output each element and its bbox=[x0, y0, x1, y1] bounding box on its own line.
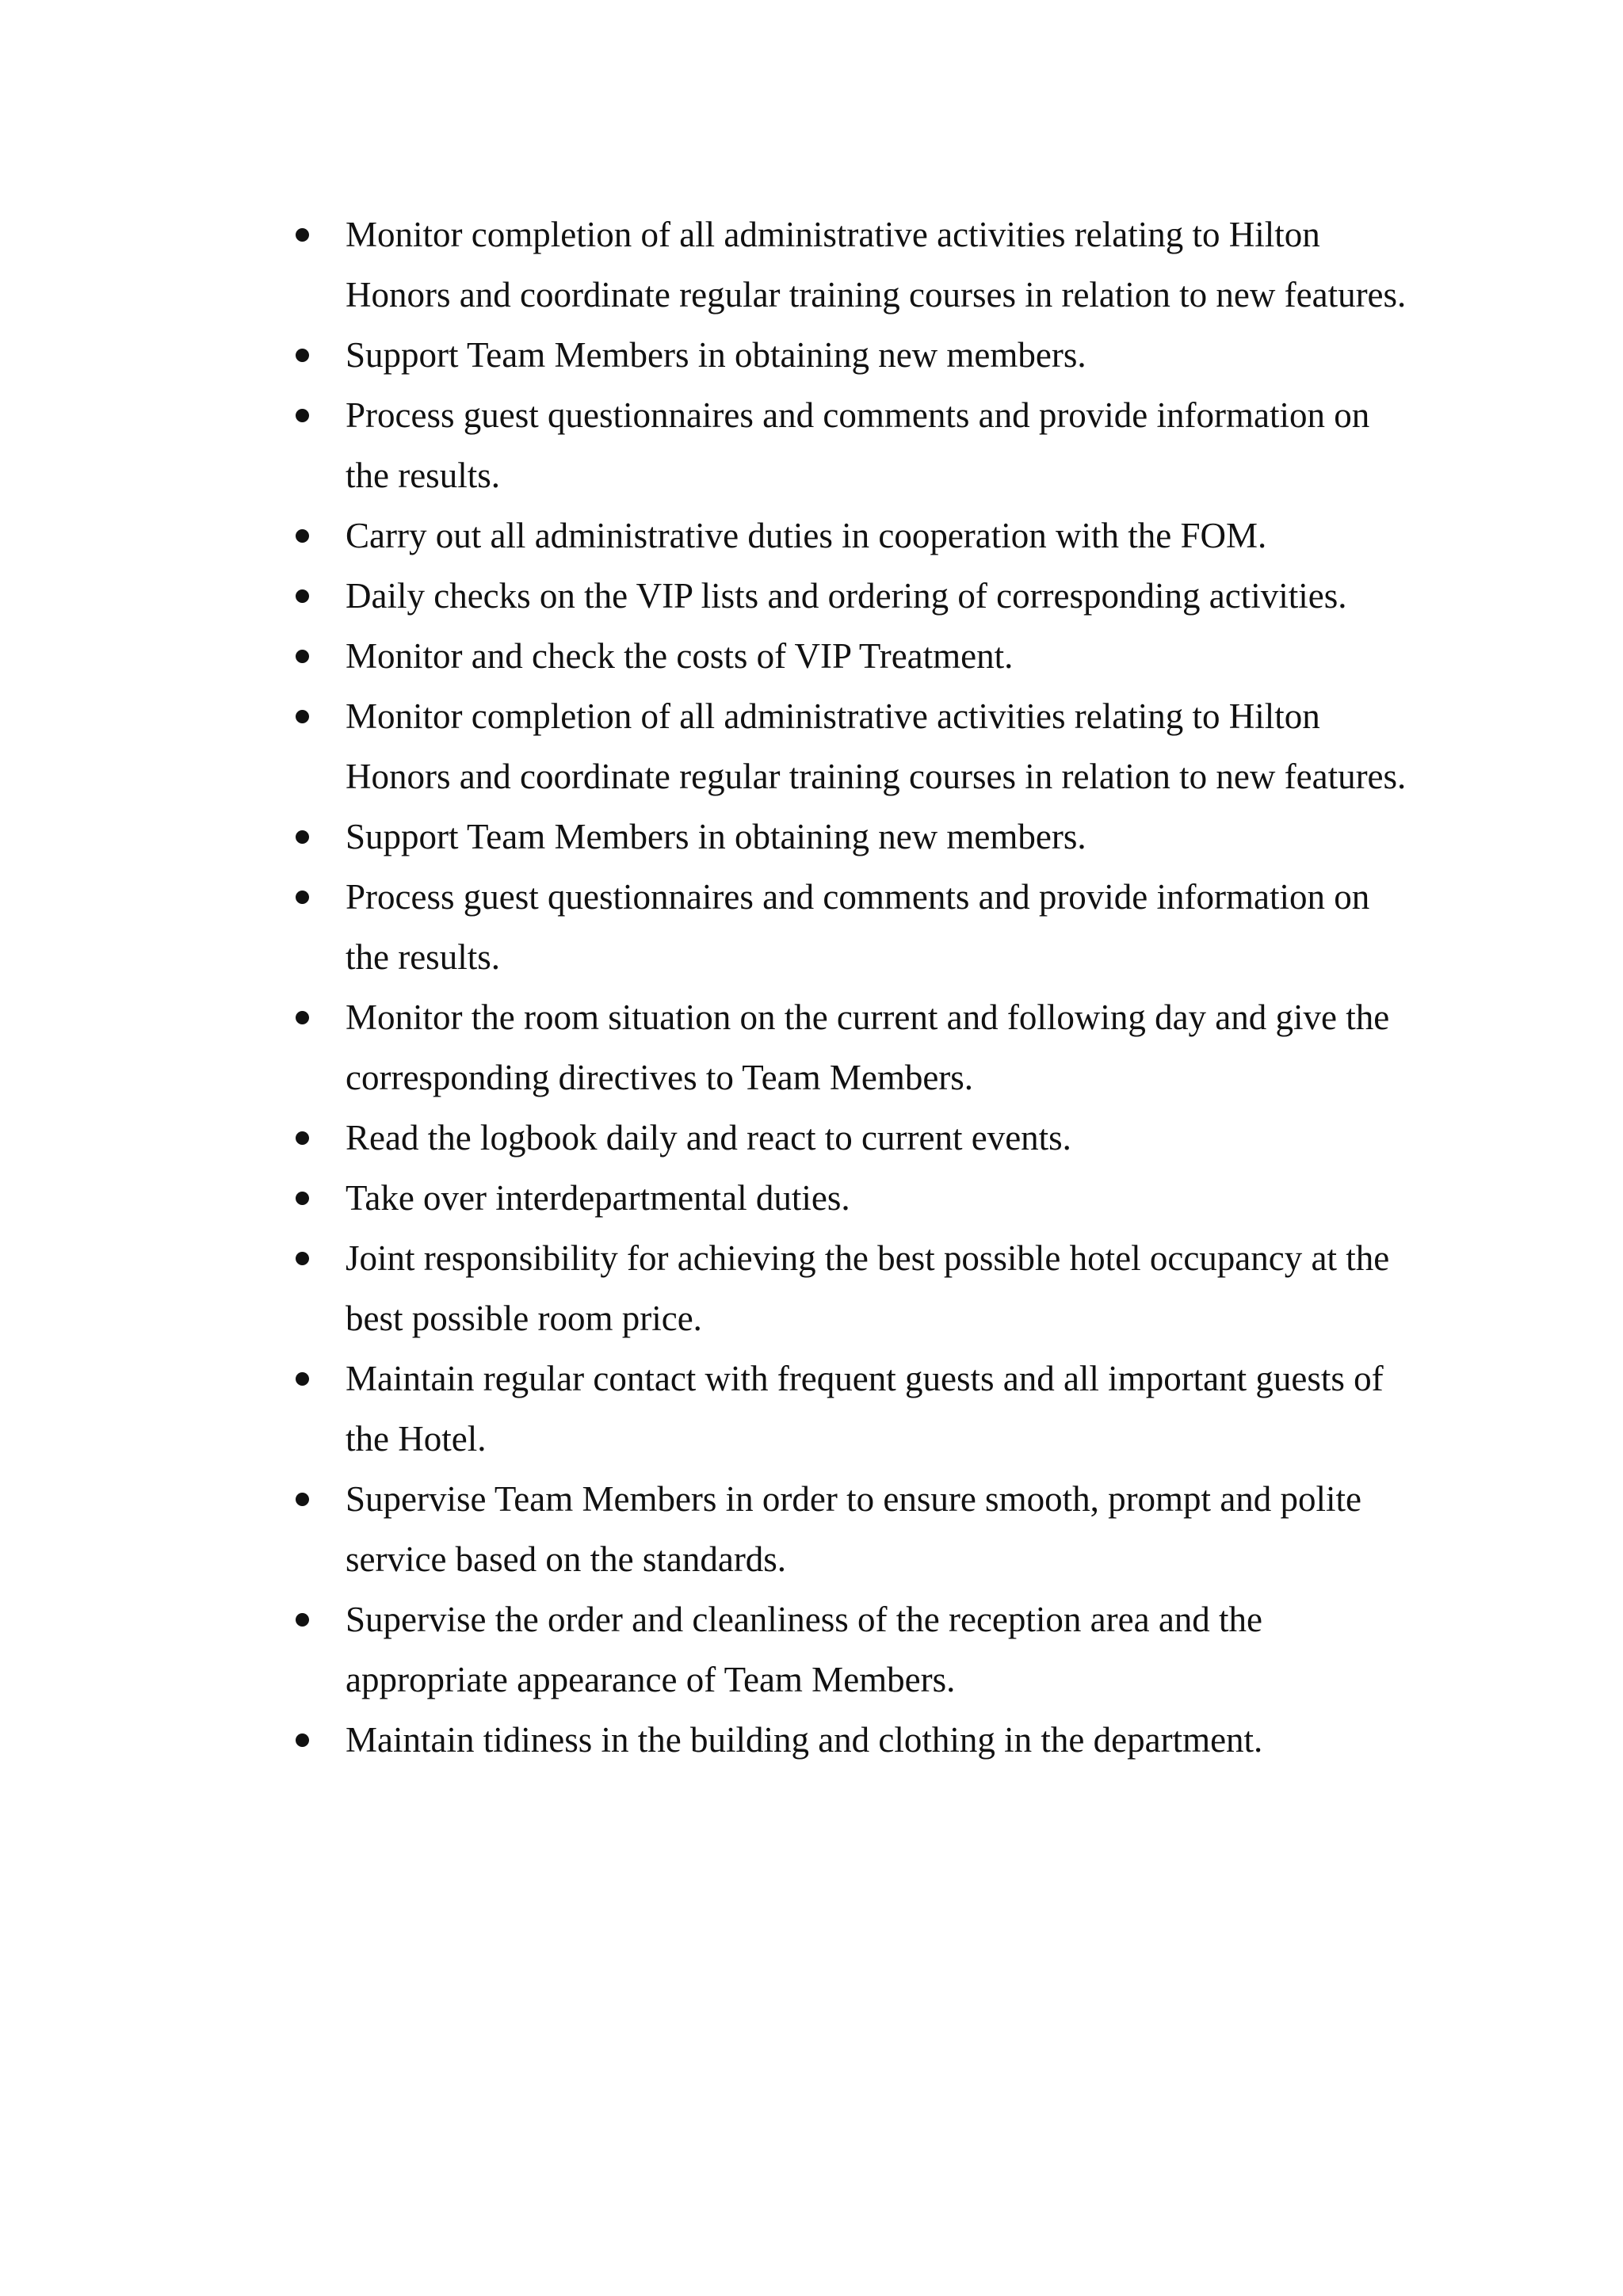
bullet-item bbox=[288, 325, 1414, 385]
bullet-item bbox=[288, 1108, 1414, 1168]
bullet-item bbox=[288, 807, 1414, 867]
bullet-text: Take over interdepartmental duties. bbox=[346, 1178, 850, 1218]
bullet-text: Maintain tidiness in the building and clothing in the department. bbox=[346, 1720, 1263, 1760]
bullet-dot-icon bbox=[296, 1372, 309, 1386]
bullet-dot-icon bbox=[296, 1011, 309, 1024]
bullet-text: Monitor and check the costs of VIP Treatment. bbox=[346, 636, 1014, 676]
bullet-text: Process guest questionnaires and comments and provide information on the results. bbox=[346, 877, 1370, 977]
bullet-text: Monitor completion of all administrative activities relating to Hilton Honors and coordinate regular training courses in relation to new features. bbox=[346, 696, 1407, 796]
bullet-item bbox=[288, 987, 1414, 1108]
bullet-dot-icon bbox=[296, 1733, 309, 1747]
bullet-dot-icon bbox=[296, 1131, 309, 1145]
bullet-item bbox=[288, 204, 1414, 325]
bullet-item bbox=[288, 1168, 1414, 1228]
bullet-item bbox=[288, 505, 1414, 566]
bullet-item bbox=[288, 1348, 1414, 1469]
bullet-dot-icon bbox=[296, 1493, 309, 1506]
bullet-item bbox=[288, 867, 1414, 987]
bullet-dot-icon bbox=[296, 1613, 309, 1627]
bullet-dot-icon bbox=[296, 1192, 309, 1205]
bullet-dot-icon bbox=[296, 589, 309, 603]
bullet-dot-icon bbox=[296, 891, 309, 904]
bullet-dot-icon bbox=[296, 830, 309, 844]
bullet-dot-icon bbox=[296, 349, 309, 362]
bullet-text: Monitor completion of all administrative activities relating to Hilton Honors and coordinate regular training courses in relation to new features. bbox=[346, 215, 1407, 315]
bullet-dot-icon bbox=[296, 650, 309, 663]
bullet-text: Support Team Members in obtaining new members. bbox=[346, 335, 1086, 375]
duties-bullet-list bbox=[288, 204, 1414, 1770]
bullet-item bbox=[288, 385, 1414, 505]
bullet-text: Maintain regular contact with frequent guests and all important guests of the Hotel. bbox=[346, 1359, 1384, 1459]
bullet-text: Process guest questionnaires and comments and provide information on the results. bbox=[346, 395, 1370, 495]
bullet-item bbox=[288, 1469, 1414, 1589]
bullet-item bbox=[288, 626, 1414, 686]
bullet-text: Carry out all administrative duties in cooperation with the FOM. bbox=[346, 516, 1267, 555]
bullet-dot-icon bbox=[296, 1252, 309, 1265]
bullet-text: Monitor the room situation on the current and following day and give the corresponding directives to Team Members. bbox=[346, 997, 1390, 1097]
bullet-text: Read the logbook daily and react to current events. bbox=[346, 1118, 1071, 1158]
bullet-dot-icon bbox=[296, 710, 309, 723]
bullet-dot-icon bbox=[296, 228, 309, 242]
bullet-text: Daily checks on the VIP lists and ordering of corresponding activities. bbox=[346, 576, 1347, 616]
bullet-dot-icon bbox=[296, 409, 309, 422]
bullet-item bbox=[288, 686, 1414, 807]
bullet-text: Supervise the order and cleanliness of the reception area and the appropriate appearance of Team Members. bbox=[346, 1600, 1263, 1699]
bullet-text: Joint responsibility for achieving the best possible hotel occupancy at the best possible room price. bbox=[346, 1238, 1390, 1338]
bullet-text: Supervise Team Members in order to ensure smooth, prompt and polite service based on the standards. bbox=[346, 1479, 1362, 1579]
bullet-item bbox=[288, 1589, 1414, 1710]
bullet-text: Support Team Members in obtaining new members. bbox=[346, 817, 1086, 856]
bullet-dot-icon bbox=[296, 529, 309, 543]
bullet-item bbox=[288, 1228, 1414, 1348]
bullet-item bbox=[288, 1710, 1414, 1770]
bullet-item bbox=[288, 566, 1414, 626]
